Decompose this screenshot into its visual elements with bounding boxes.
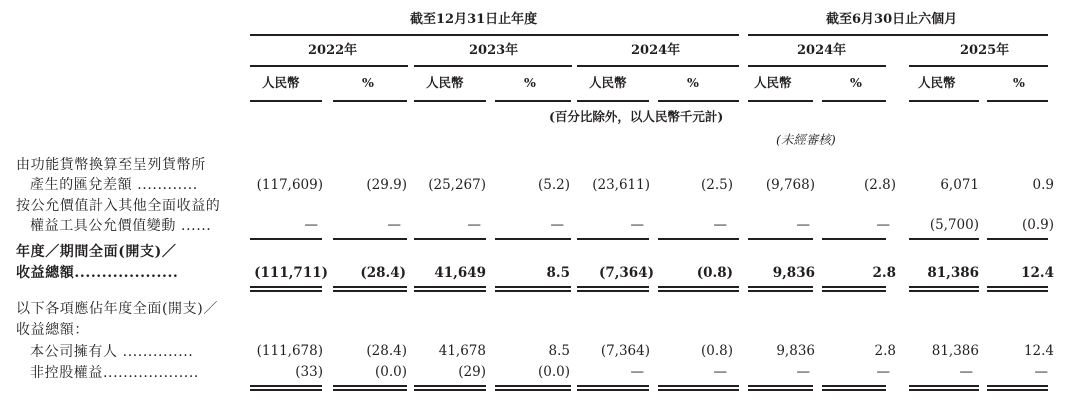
row-label: 產生的匯兌差額 ............ (30, 177, 198, 193)
total-double-rule (909, 385, 979, 387)
total-double-rule (250, 286, 322, 288)
total-double-rule (987, 286, 1048, 288)
cell-value: 12.4 (1021, 265, 1054, 281)
row-label: 年度／期間全面(開支)／ (16, 244, 177, 260)
cell-value: (5,700) (929, 217, 979, 233)
subtotal-rule (333, 238, 407, 240)
cell-value: (28.4) (366, 343, 407, 359)
subtotal-rule (495, 238, 571, 240)
cell-value: (0.8) (696, 265, 733, 281)
cell-value: (9,768) (765, 177, 815, 193)
cell-value: (7,364) (598, 265, 654, 281)
total-double-rule (822, 385, 886, 387)
total-double-rule (495, 286, 571, 288)
year-label-2023: 2023年 (469, 43, 519, 58)
cell-value: 0.9 (1032, 177, 1054, 193)
cell-value: (28.4) (360, 265, 406, 281)
total-double-rule (658, 290, 739, 292)
total-double-rule (333, 389, 407, 391)
cell-value: — (876, 217, 890, 233)
year-underline-2024-half (748, 65, 886, 67)
sub-underline (250, 100, 322, 102)
total-double-rule (987, 290, 1048, 292)
cell-value: — (467, 217, 481, 233)
col-header-currency: 人民幣 (918, 75, 956, 90)
section-heading: 以下各項應佔年度全面(開支)／ (16, 301, 218, 317)
total-double-rule (987, 385, 1048, 387)
cell-value: 9,836 (776, 343, 815, 359)
cell-value: (0.0) (374, 364, 407, 380)
cell-value: (33) (295, 364, 323, 380)
cell-value: (111,678) (256, 343, 323, 359)
subtotal-rule (909, 238, 979, 240)
group-header-year: 截至12月31日止年度 (410, 12, 538, 27)
cell-value: (29) (458, 364, 486, 380)
total-double-rule (495, 389, 571, 391)
group-header-half: 截至6月30日止六個月 (826, 12, 958, 27)
unaudited-note: (未經審核) (776, 132, 836, 147)
year-label-2022: 2022年 (308, 43, 358, 58)
total-double-rule (495, 290, 571, 292)
col-header-percent: % (850, 75, 862, 90)
total-double-rule (495, 385, 571, 387)
cell-value: (117,609) (256, 177, 323, 193)
cell-value: 81,386 (927, 265, 979, 281)
total-double-rule (414, 389, 486, 391)
cell-value: (7,364) (600, 343, 650, 359)
row-label: 非控股權益................... (30, 365, 199, 381)
cell-value: — (796, 217, 810, 233)
total-double-rule (909, 286, 979, 288)
total-double-rule (333, 385, 407, 387)
year-label-2025-half: 2025年 (960, 43, 1010, 58)
row-label: 由功能貨幣換算至呈列貨幣所 (16, 157, 206, 173)
year-label-2024: 2024年 (631, 43, 681, 58)
total-double-rule (748, 389, 813, 391)
total-double-rule (658, 286, 739, 288)
total-double-rule (658, 389, 739, 391)
cell-value: — (304, 217, 318, 233)
col-header-percent: % (524, 75, 536, 90)
col-header-currency: 人民幣 (589, 75, 627, 90)
total-double-rule (822, 286, 886, 288)
sub-underline (495, 100, 571, 102)
cell-value: 6,071 (940, 177, 979, 193)
col-header-percent: % (1013, 75, 1025, 90)
section-heading: 收益總額： (16, 322, 89, 338)
row-label: 按公允價值計入其他全面收益的 (16, 198, 221, 214)
cell-value: (5.2) (537, 177, 570, 193)
total-double-rule (658, 385, 739, 387)
total-double-rule (333, 286, 407, 288)
cell-value: 8.5 (546, 265, 570, 281)
row-label: 權益工具公允價值變動 ...... (30, 218, 212, 234)
total-double-rule (414, 286, 486, 288)
sub-underline (658, 100, 739, 102)
year-underline-2023 (414, 65, 572, 67)
total-double-rule (748, 385, 813, 387)
subtotal-rule (748, 238, 813, 240)
col-header-currency: 人民幣 (262, 75, 300, 90)
cell-value: 41,678 (438, 343, 486, 359)
subtotal-rule (822, 238, 886, 240)
unit-note: (百分比除外，以人民幣千元計) (549, 109, 724, 124)
total-double-rule (748, 286, 813, 288)
year-label-2024-half: 2024年 (797, 43, 847, 58)
total-double-rule (577, 389, 649, 391)
cell-value: — (630, 364, 644, 380)
cell-value: (0.9) (1021, 217, 1054, 233)
total-double-rule (250, 290, 322, 292)
cell-value: 81,386 (931, 343, 979, 359)
cell-value: (23,611) (592, 177, 650, 193)
cell-value: (2.8) (863, 177, 896, 193)
cell-value: 9,836 (772, 265, 815, 281)
cell-value: — (876, 364, 890, 380)
cell-value: — (630, 217, 644, 233)
col-header-percent: % (362, 75, 374, 90)
cell-value: 12.4 (1023, 343, 1054, 359)
total-double-rule (333, 290, 407, 292)
year-underline-2025-half (909, 65, 1048, 67)
total-double-rule (577, 290, 649, 292)
total-double-rule (909, 389, 979, 391)
year-underline-2022 (250, 65, 408, 67)
cell-value: — (959, 364, 973, 380)
cell-value: 8.5 (548, 343, 570, 359)
total-double-rule (577, 286, 649, 288)
total-double-rule (822, 389, 886, 391)
total-double-rule (909, 290, 979, 292)
cell-value: — (1034, 364, 1048, 380)
cell-value: (2.5) (700, 177, 733, 193)
group-underline-year (250, 34, 739, 36)
sub-underline (748, 100, 813, 102)
cell-value: — (550, 217, 564, 233)
sub-underline (333, 100, 407, 102)
sub-underline (987, 100, 1048, 102)
cell-value: (0.8) (700, 343, 733, 359)
total-double-rule (414, 290, 486, 292)
total-double-rule (250, 385, 322, 387)
col-header-currency: 人民幣 (754, 75, 792, 90)
year-underline-2024 (577, 65, 739, 67)
col-header-percent: % (687, 75, 699, 90)
total-double-rule (748, 290, 813, 292)
cell-value: — (387, 217, 401, 233)
group-underline-half (748, 34, 1048, 36)
cell-value: 41,649 (434, 265, 486, 281)
subtotal-rule (414, 238, 486, 240)
cell-value: (29.9) (366, 177, 407, 193)
cell-value: (25,267) (428, 177, 486, 193)
total-double-rule (250, 389, 322, 391)
total-double-rule (577, 385, 649, 387)
cell-value: 2.8 (874, 343, 896, 359)
sub-underline (822, 100, 886, 102)
cell-value: (0.0) (537, 364, 570, 380)
total-double-rule (822, 290, 886, 292)
total-double-rule (414, 385, 486, 387)
sub-underline (577, 100, 649, 102)
cell-value: 2.8 (872, 265, 896, 281)
cell-value: — (713, 217, 727, 233)
subtotal-rule (577, 238, 649, 240)
row-label: 收益總額................... (16, 265, 179, 281)
cell-value: — (796, 364, 810, 380)
col-header-currency: 人民幣 (426, 75, 464, 90)
subtotal-rule (987, 238, 1048, 240)
subtotal-rule (658, 238, 739, 240)
total-double-rule (987, 389, 1048, 391)
row-label: 本公司擁有人 .............. (30, 344, 194, 360)
sub-underline (414, 100, 486, 102)
cell-value: (111,711) (254, 265, 328, 281)
sub-underline (909, 100, 979, 102)
cell-value: — (713, 364, 727, 380)
subtotal-rule (250, 238, 322, 240)
